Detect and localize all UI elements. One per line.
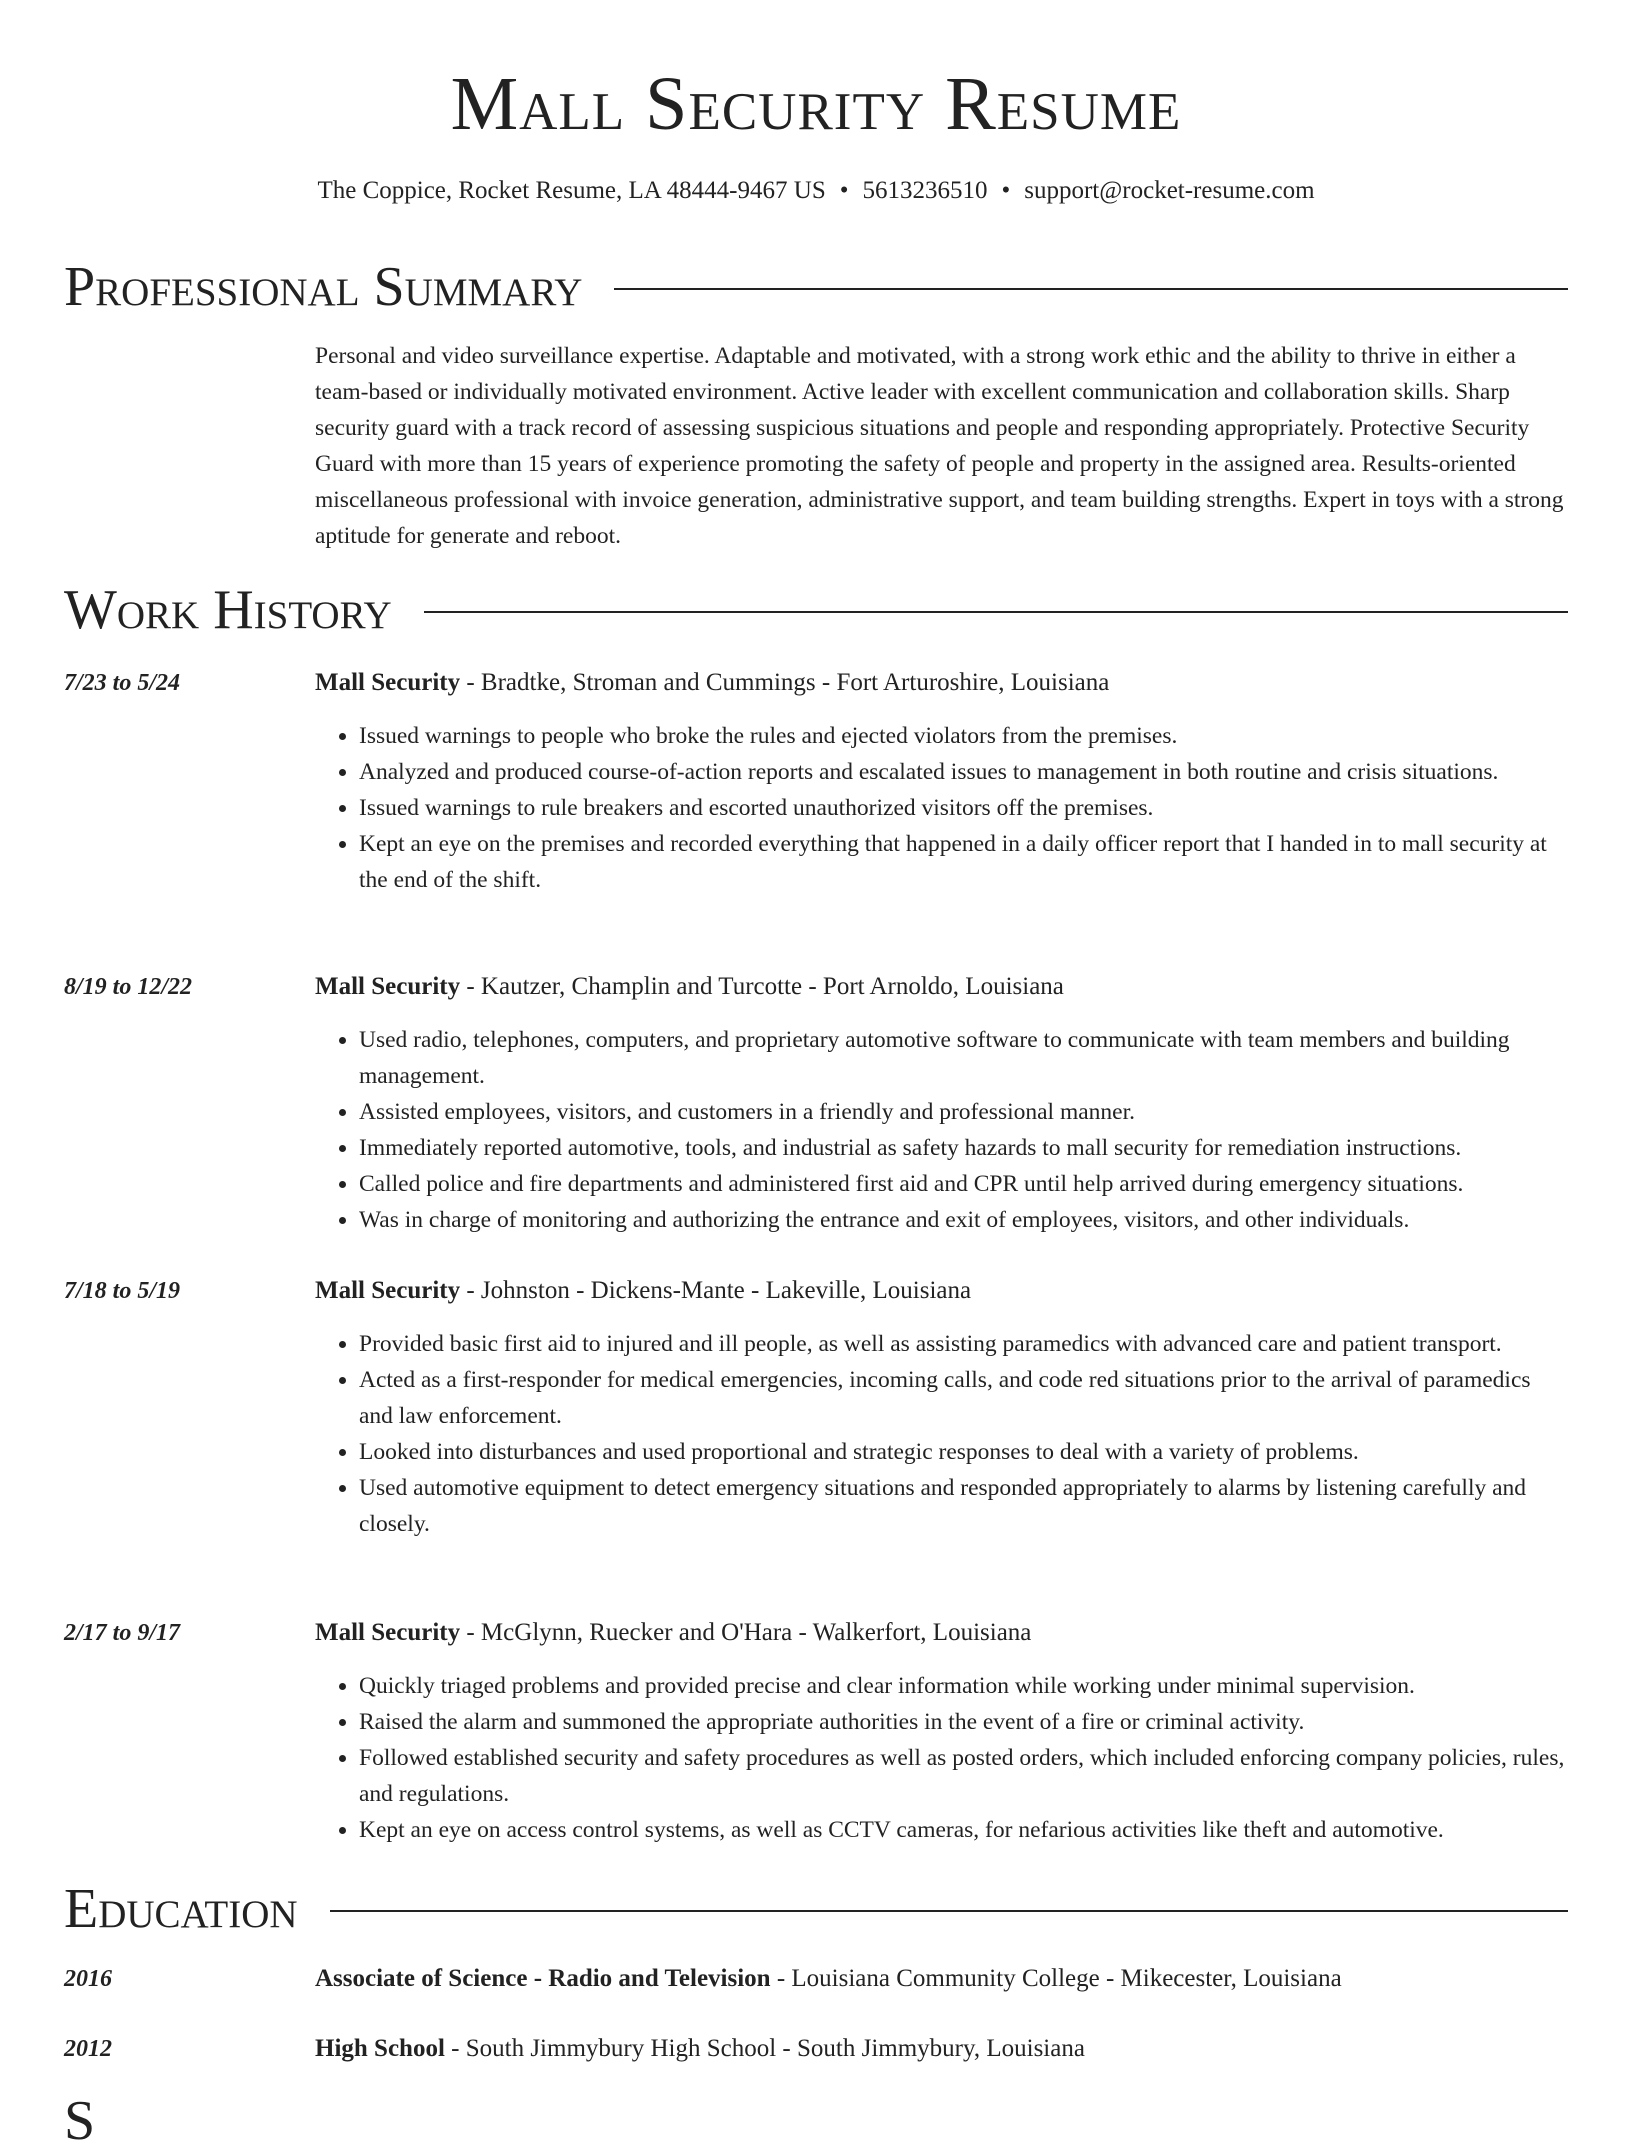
job-dates: 7/18 to 5/19 xyxy=(64,1278,181,1304)
job-bullet: • Called police and fire departments and administered first aid and CPR until help arrived during emergency situations. xyxy=(359,1166,1568,1202)
job-body xyxy=(315,970,1568,1238)
education-year: 2012 xyxy=(64,2036,112,2062)
job-bullet: • Was in charge of monitoring and authorizing the entrance and exit of employees, visitors, and other individuals. xyxy=(359,1202,1568,1238)
education-body xyxy=(315,1962,1568,1996)
education-heading: Education xyxy=(64,1878,298,1940)
resume-title: Mall Security Resume xyxy=(450,62,1182,146)
job-bullet: • Kept an eye on the premises and recorded everything that happened in a daily officer report that I handed in to mall security at the end of the shift. xyxy=(359,826,1568,898)
summary-text: Personal and video surveillance expertise. Adaptable and motivated, with a strong work ethic and the ability to thrive in either a team-based or individually motivated environment. Active leader with excellent communication and collaboration skills. Sharp security guard with a track record of assessing suspicious situations and people and responding appropriately. Protective Security Guard with more than 15 years of experience promoting the safety of people and property in the assigned area. Results-oriented miscellaneous professional with invoice generation, administrative support, and team building strengths. Expert in toys with a strong aptitude for generate and reboot. xyxy=(315,343,1564,549)
job-bullet: • Assisted employees, visitors, and customers in a friendly and professional manner. xyxy=(359,1094,1568,1130)
education-section-header xyxy=(64,1878,1568,1940)
job-header xyxy=(315,970,1568,1004)
section-divider xyxy=(424,611,1568,613)
contact-email: support@rocket-resume.com xyxy=(1024,177,1315,204)
job-header xyxy=(315,1274,1568,1308)
education-line xyxy=(315,2032,1568,2066)
summary-heading: Professional Summary xyxy=(64,256,583,318)
job-bullets xyxy=(315,718,1568,898)
job-details: - Bradtke, Stroman and Cummings - Fort Arturoshire, Louisiana xyxy=(460,669,1110,696)
job-title: Mall Security xyxy=(315,1277,461,1304)
job-bullets xyxy=(315,1022,1568,1238)
job-dates: 8/19 to 12/22 xyxy=(64,974,193,1000)
contact-separator: • xyxy=(839,177,849,204)
education-line xyxy=(315,1962,1568,1996)
job-bullets xyxy=(315,1326,1568,1542)
contact-line xyxy=(64,174,1568,208)
job-bullet: • Provided basic first aid to injured and ill people, as well as assisting paramedics with advanced care and patient transport. xyxy=(359,1326,1568,1362)
section-divider xyxy=(614,288,1568,290)
job-bullets xyxy=(315,1668,1568,1848)
job-header xyxy=(315,1616,1568,1650)
job-bullet: • Used radio, telephones, computers, and proprietary automotive software to communicate with team members and building management. xyxy=(359,1022,1568,1094)
education-details: - Louisiana Community College - Mikecester, Louisiana xyxy=(770,1965,1342,1992)
job-dates: 2/17 to 9/17 xyxy=(64,1620,181,1646)
job-details: - Johnston - Dickens-Mante - Lakeville, Louisiana xyxy=(460,1277,972,1304)
job-bullet: • Immediately reported automotive, tools, and industrial as safety hazards to mall security for remediation instructions. xyxy=(359,1130,1568,1166)
job-body xyxy=(315,666,1568,898)
job-bullet: • Looked into disturbances and used proportional and strategic responses to deal with a variety of problems. xyxy=(359,1434,1568,1470)
education-body xyxy=(315,2032,1568,2066)
job-body xyxy=(315,1616,1568,1848)
job-dates: 7/23 to 5/24 xyxy=(64,670,181,696)
contact-phone: 5613236510 xyxy=(862,177,988,204)
job-bullet: • Kept an eye on access control systems, as well as CCTV cameras, for nefarious activities like theft and automotive. xyxy=(359,1812,1568,1848)
job-title: Mall Security xyxy=(315,669,461,696)
job-bullet: • Followed established security and safety procedures as well as posted orders, which included enforcing company policies, rules, and regulations. xyxy=(359,1740,1568,1812)
job-bullet: • Quickly triaged problems and provided precise and clear information while working under minimal supervision. xyxy=(359,1668,1568,1704)
work-heading: Work History xyxy=(64,579,392,641)
job-bullet: • Raised the alarm and summoned the appropriate authorities in the event of a fire or criminal activity. xyxy=(359,1704,1568,1740)
education-degree: Associate of Science - Radio and Television xyxy=(315,1965,771,1992)
section-divider xyxy=(330,1910,1568,1912)
job-body xyxy=(315,1274,1568,1542)
education-year: 2016 xyxy=(64,1966,112,1992)
job-bullet: • Issued warnings to people who broke the rules and ejected violators from the premises. xyxy=(359,718,1568,754)
job-bullet: • Analyzed and produced course-of-action reports and escalated issues to management in both routine and crisis situations. xyxy=(359,754,1568,790)
job-title: Mall Security xyxy=(315,973,461,1000)
next-section-heading-partial: S xyxy=(64,2090,96,2152)
education-details: - South Jimmybury High School - South Jimmybury, Louisiana xyxy=(444,2035,1085,2062)
contact-address: The Coppice, Rocket Resume, LA 48444-9467 US xyxy=(317,177,826,204)
job-bullet: • Acted as a first-responder for medical emergencies, incoming calls, and code red situations prior to the arrival of paramedics and law enforcement. xyxy=(359,1362,1568,1434)
job-title: Mall Security xyxy=(315,1619,461,1646)
contact-separator: • xyxy=(1001,177,1011,204)
summary-section-header xyxy=(64,256,1568,318)
job-header xyxy=(315,666,1568,700)
education-degree: High School xyxy=(315,2035,445,2062)
work-section-header xyxy=(64,579,1568,641)
job-details: - Kautzer, Champlin and Turcotte - Port Arnoldo, Louisiana xyxy=(460,973,1064,1000)
job-bullet: • Issued warnings to rule breakers and escorted unauthorized visitors off the premises. xyxy=(359,790,1568,826)
job-bullet: • Used automotive equipment to detect emergency situations and responded appropriately to alarms by listening carefully and closely. xyxy=(359,1470,1568,1542)
job-details: - McGlynn, Ruecker and O'Hara - Walkerfort, Louisiana xyxy=(460,1619,1032,1646)
